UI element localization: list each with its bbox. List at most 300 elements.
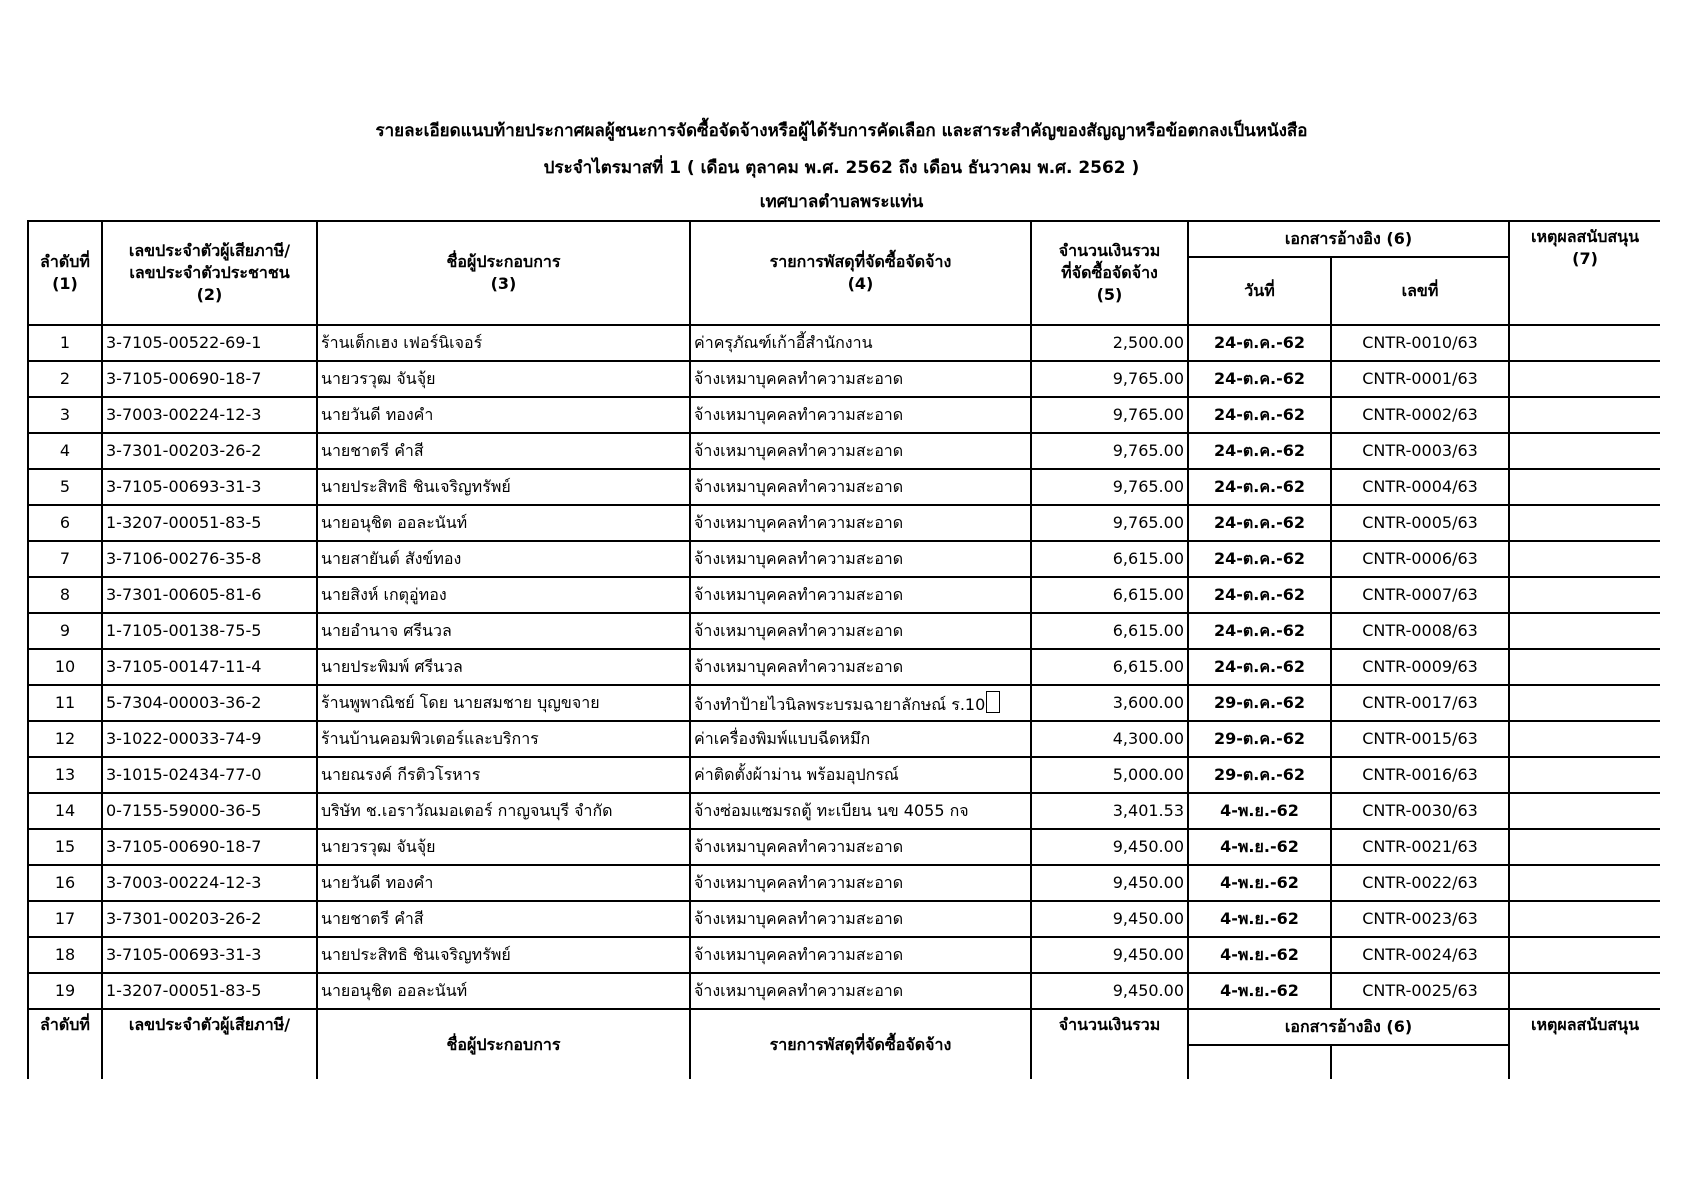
cell-vendor bbox=[317, 505, 690, 541]
cell-seq-text: 6 bbox=[59, 513, 71, 532]
cell-tax-id bbox=[102, 757, 317, 793]
cell-date-text: 4-พ.ย.-62 bbox=[1220, 981, 1299, 1000]
cell-item-text: จ้างเหมาบุคคลทำความสะอาด bbox=[694, 657, 904, 676]
cell-amount bbox=[1031, 757, 1188, 793]
col-amount-label: จำนวนเงินรวม bbox=[1058, 241, 1161, 260]
cell-ref-number bbox=[1331, 577, 1509, 613]
cell-reason bbox=[1509, 505, 1660, 541]
cell-tax-id-text: 3-7301-00605-81-6 bbox=[106, 585, 262, 604]
cell-reason bbox=[1509, 397, 1660, 433]
cell-ref-number bbox=[1331, 649, 1509, 685]
cell-seq-text: 9 bbox=[59, 621, 71, 640]
cell-vendor bbox=[317, 901, 690, 937]
cell-date bbox=[1188, 829, 1331, 865]
col-seq-number: (1) bbox=[52, 274, 78, 293]
cell-ref-number-text: CNTR-0008/63 bbox=[1362, 621, 1478, 640]
cell-item-text: จ้างซ่อมแซมรถตู้ ทะเบียน นข 4055 กจ bbox=[694, 801, 969, 820]
cell-vendor bbox=[317, 433, 690, 469]
cell-ref-number bbox=[1331, 505, 1509, 541]
col-tax-number: (2) bbox=[196, 285, 223, 304]
cell-amount-text: 9,450.00 bbox=[1112, 909, 1184, 928]
cell-amount bbox=[1031, 829, 1188, 865]
cell-date bbox=[1188, 721, 1331, 757]
cell-ref-number-text: CNTR-0015/63 bbox=[1362, 729, 1478, 748]
cell-ref-number-text: CNTR-0017/63 bbox=[1362, 693, 1478, 712]
cell-date-text: 24-ต.ค.-62 bbox=[1213, 333, 1306, 352]
procurement-table-frame bbox=[27, 220, 1660, 1079]
cell-date bbox=[1188, 649, 1331, 685]
cell-seq-text: 18 bbox=[54, 945, 76, 964]
document-title: รายละเอียดแนบท้ายประกาศผลผู้ชนะการจัดซื้อจัดจ้างหรือผู้ได้รับการคัดเลือก และสาระสำคัญของสัญญาหรือข้อตกลงเป็นหนังสือ bbox=[375, 121, 1308, 141]
cell-date bbox=[1188, 361, 1331, 397]
cell-tax-id-text: 0-7155-59000-36-5 bbox=[106, 801, 262, 820]
cell-vendor bbox=[317, 541, 690, 577]
table-row bbox=[28, 865, 1660, 901]
cell-date-text: 24-ต.ค.-62 bbox=[1213, 405, 1306, 424]
col-seq-label: ลำดับที่ bbox=[40, 252, 90, 271]
cell-date bbox=[1188, 397, 1331, 433]
table-row bbox=[28, 469, 1660, 505]
cell-vendor-text: นายประสิทธิ ชินเจริญทรัพย์ bbox=[321, 477, 511, 496]
cell-tax-id bbox=[102, 505, 317, 541]
cell-vendor bbox=[317, 361, 690, 397]
cell-seq-text: 7 bbox=[59, 549, 71, 568]
cell-seq-text: 15 bbox=[54, 837, 76, 856]
cell-tax-id bbox=[102, 937, 317, 973]
cell-item bbox=[690, 613, 1031, 649]
cell-amount-text: 6,615.00 bbox=[1112, 549, 1184, 568]
table-body bbox=[28, 325, 1660, 1009]
cell-tax-id bbox=[102, 469, 317, 505]
cell-seq-text: 13 bbox=[54, 765, 76, 784]
document-organization: เทศบาลตำบลพระแท่น bbox=[759, 192, 924, 212]
col-reason-label: เหตุผลสนับสนุน bbox=[1530, 1015, 1640, 1034]
cell-amount bbox=[1031, 901, 1188, 937]
cell-ref-number-text: CNTR-0021/63 bbox=[1362, 837, 1478, 856]
cell-item bbox=[690, 469, 1031, 505]
cell-item-text: จ้างเหมาบุคคลทำความสะอาด bbox=[694, 585, 904, 604]
cell-tax-id bbox=[102, 685, 317, 721]
cell-seq-text: 10 bbox=[54, 657, 76, 676]
cell-item bbox=[690, 397, 1031, 433]
cell-tax-id-text: 3-7301-00203-26-2 bbox=[106, 909, 262, 928]
cell-reason bbox=[1509, 721, 1660, 757]
col-header-item-repeat bbox=[690, 1009, 1031, 1079]
col-reason-number: (7) bbox=[1572, 249, 1598, 268]
col-amount-label-2: ที่จัดซื้อจัดจ้าง bbox=[1061, 263, 1158, 282]
cell-date-text: 24-ต.ค.-62 bbox=[1213, 513, 1306, 532]
cell-date-text: 4-พ.ย.-62 bbox=[1220, 837, 1299, 856]
cell-vendor bbox=[317, 325, 690, 361]
cell-date bbox=[1188, 325, 1331, 361]
cell-tax-id-text: 3-1015-02434-77-0 bbox=[106, 765, 262, 784]
cell-vendor-text: นายอนุชิต ออละนันท์ bbox=[321, 981, 468, 1000]
cell-date-text: 24-ต.ค.-62 bbox=[1213, 657, 1306, 676]
cell-seq-text: 12 bbox=[54, 729, 76, 748]
cell-reason bbox=[1509, 829, 1660, 865]
cell-date bbox=[1188, 973, 1331, 1009]
cell-amount-text: 3,600.00 bbox=[1112, 693, 1184, 712]
cell-seq-text: 8 bbox=[59, 585, 71, 604]
cell-vendor bbox=[317, 793, 690, 829]
table-row bbox=[28, 541, 1660, 577]
cell-tax-id-text: 3-1022-00033-74-9 bbox=[106, 729, 262, 748]
col-amount-label: จำนวนเงินรวม bbox=[1058, 1015, 1161, 1034]
cell-seq-text: 4 bbox=[59, 441, 71, 460]
cell-item-text: จ้างเหมาบุคคลทำความสะอาด bbox=[694, 513, 904, 532]
table-row bbox=[28, 325, 1660, 361]
cell-amount-text: 9,450.00 bbox=[1112, 837, 1184, 856]
cell-seq-text: 11 bbox=[54, 693, 76, 712]
cell-date-text: 24-ต.ค.-62 bbox=[1213, 477, 1306, 496]
cell-amount-text: 2,500.00 bbox=[1112, 333, 1184, 352]
cell-reason bbox=[1509, 433, 1660, 469]
cell-ref-number-text: CNTR-0016/63 bbox=[1362, 765, 1478, 784]
col-header-number-repeat bbox=[1331, 1045, 1509, 1079]
cell-vendor bbox=[317, 721, 690, 757]
cell-vendor bbox=[317, 469, 690, 505]
cell-ref-number-text: CNTR-0002/63 bbox=[1362, 405, 1478, 424]
cell-vendor-text: นายสายันต์ สังข์ทอง bbox=[321, 549, 462, 568]
cell-seq-text: 17 bbox=[54, 909, 76, 928]
cell-seq-text: 1 bbox=[59, 333, 71, 352]
col-header-ref-doc: เอกสารอ้างอิง (6) bbox=[1188, 221, 1509, 257]
cell-ref-number bbox=[1331, 901, 1509, 937]
cell-reason bbox=[1509, 649, 1660, 685]
cell-reason bbox=[1509, 937, 1660, 973]
cell-vendor-text: ร้านพูพาณิชย์ โดย นายสมชาย บุญขจาย bbox=[321, 693, 600, 712]
cell-ref-number bbox=[1331, 793, 1509, 829]
cell-amount bbox=[1031, 361, 1188, 397]
cell-vendor-text: นายอำนาจ ศรีนวล bbox=[321, 621, 452, 640]
cell-item-text: จ้างเหมาบุคคลทำความสะอาด bbox=[694, 549, 904, 568]
cell-amount bbox=[1031, 721, 1188, 757]
cell-ref-number-text: CNTR-0022/63 bbox=[1362, 873, 1478, 892]
cell-item-text: ค่าครุภัณฑ์เก้าอี้สำนักงาน bbox=[694, 333, 873, 352]
cell-reason bbox=[1509, 973, 1660, 1009]
cell-tax-id bbox=[102, 433, 317, 469]
col-header-amount bbox=[1031, 221, 1188, 325]
cell-item bbox=[690, 433, 1031, 469]
cell-ref-number bbox=[1331, 757, 1509, 793]
cell-seq-text: 5 bbox=[59, 477, 71, 496]
table-row bbox=[28, 793, 1660, 829]
col-seq-label: ลำดับที่ bbox=[40, 1015, 90, 1034]
cell-item-text: จ้างเหมาบุคคลทำความสะอาด bbox=[694, 945, 904, 964]
cell-item bbox=[690, 361, 1031, 397]
table-row bbox=[28, 361, 1660, 397]
cell-date-text: 24-ต.ค.-62 bbox=[1213, 585, 1306, 604]
cell-amount bbox=[1031, 865, 1188, 901]
cell-reason bbox=[1509, 901, 1660, 937]
table-row bbox=[28, 937, 1660, 973]
cell-tax-id-text: 3-7105-00690-18-7 bbox=[106, 369, 262, 388]
cell-ref-number bbox=[1331, 937, 1509, 973]
cell-vendor-text: นายวันดี ทองคำ bbox=[321, 873, 434, 892]
cell-seq bbox=[28, 613, 102, 649]
col-header-seq-repeat bbox=[28, 1009, 102, 1079]
cell-item-text: จ้างเหมาบุคคลทำความสะอาด bbox=[694, 405, 904, 424]
table-row bbox=[28, 721, 1660, 757]
cell-vendor bbox=[317, 613, 690, 649]
cell-ref-number bbox=[1331, 865, 1509, 901]
cell-amount-text: 9,450.00 bbox=[1112, 945, 1184, 964]
cell-item-text: ค่าเครื่องพิมพ์แบบฉีดหมึก bbox=[694, 729, 871, 748]
col-header-date: วันที่ bbox=[1188, 257, 1331, 325]
cell-tax-id bbox=[102, 325, 317, 361]
cell-ref-number bbox=[1331, 721, 1509, 757]
cell-vendor-text: นายชาตรี คำสี bbox=[321, 441, 424, 460]
col-tax-label: เลขประจำตัวผู้เสียภาษี/ bbox=[128, 1015, 291, 1034]
cell-item-text: จ้างเหมาบุคคลทำความสะอาด bbox=[694, 909, 904, 928]
cell-seq-text: 16 bbox=[54, 873, 76, 892]
cell-reason bbox=[1509, 685, 1660, 721]
cell-ref-number-text: CNTR-0024/63 bbox=[1362, 945, 1478, 964]
cell-amount-text: 9,450.00 bbox=[1112, 873, 1184, 892]
col-item-label: รายการพัสดุที่จัดซื้อจัดจ้าง bbox=[769, 252, 952, 271]
cell-item-text: จ้างทำป้ายไวนิลพระบรมฉายาลักษณ์ ร.10 bbox=[694, 694, 986, 714]
cell-reason bbox=[1509, 469, 1660, 505]
cell-seq bbox=[28, 901, 102, 937]
cell-tax-id bbox=[102, 793, 317, 829]
cell-date-text: 4-พ.ย.-62 bbox=[1220, 909, 1299, 928]
cell-tax-id bbox=[102, 397, 317, 433]
col-reason-label: เหตุผลสนับสนุน bbox=[1530, 227, 1640, 246]
cell-vendor-text: นายวรวุฒ จันจุ้ย bbox=[321, 369, 436, 388]
cell-vendor-text: นายวันดี ทองคำ bbox=[321, 405, 434, 424]
cell-ref-number bbox=[1331, 325, 1509, 361]
cell-seq bbox=[28, 577, 102, 613]
cell-date bbox=[1188, 505, 1331, 541]
cell-amount bbox=[1031, 505, 1188, 541]
cell-tax-id bbox=[102, 613, 317, 649]
cell-amount bbox=[1031, 541, 1188, 577]
cell-reason bbox=[1509, 325, 1660, 361]
table-row bbox=[28, 757, 1660, 793]
col-header-reason-repeat bbox=[1509, 1009, 1660, 1079]
cell-tax-id-text: 1-7105-00138-75-5 bbox=[106, 621, 262, 640]
col-header-ref-doc-repeat: เอกสารอ้างอิง (6) bbox=[1188, 1009, 1509, 1045]
document-period: ประจำไตรมาสที่ 1 ( เดือน ตุลาคม พ.ศ. 2562 ถึง เดือน ธันวาคม พ.ศ. 2562 ) bbox=[543, 158, 1140, 178]
col-vendor-number: (3) bbox=[490, 274, 517, 293]
cell-amount-text: 9,765.00 bbox=[1112, 405, 1184, 424]
cell-item bbox=[690, 325, 1031, 361]
cell-date bbox=[1188, 685, 1331, 721]
cell-amount bbox=[1031, 793, 1188, 829]
cell-seq-text: 2 bbox=[59, 369, 71, 388]
cell-amount-text: 3,401.53 bbox=[1112, 801, 1184, 820]
cell-ref-number bbox=[1331, 469, 1509, 505]
cell-seq bbox=[28, 973, 102, 1009]
table-header-row-repeat bbox=[28, 1009, 1660, 1045]
cell-tax-id bbox=[102, 541, 317, 577]
cell-tax-id-text: 3-7106-00276-35-8 bbox=[106, 549, 262, 568]
cell-vendor bbox=[317, 973, 690, 1009]
col-tax-label-2: เลขประจำตัวประชาชน bbox=[129, 263, 290, 282]
cell-tax-id-text: 3-7105-00147-11-4 bbox=[106, 657, 262, 676]
cell-seq bbox=[28, 541, 102, 577]
cell-item-text: จ้างเหมาบุคคลทำความสะอาด bbox=[694, 369, 904, 388]
cell-vendor bbox=[317, 577, 690, 613]
cell-date-text: 4-พ.ย.-62 bbox=[1220, 945, 1299, 964]
cell-date bbox=[1188, 937, 1331, 973]
cell-reason bbox=[1509, 541, 1660, 577]
col-header-vendor bbox=[317, 221, 690, 325]
cell-tax-id bbox=[102, 577, 317, 613]
cell-vendor-text: นายณรงค์ กีรติวโรหาร bbox=[321, 765, 481, 784]
cell-reason bbox=[1509, 757, 1660, 793]
table-header-repeat bbox=[28, 1009, 1660, 1079]
cell-vendor bbox=[317, 829, 690, 865]
cell-item bbox=[690, 577, 1031, 613]
cell-amount-text: 9,450.00 bbox=[1112, 981, 1184, 1000]
cell-item-text: จ้างเหมาบุคคลทำความสะอาด bbox=[694, 477, 904, 496]
cell-tax-id-text: 5-7304-00003-36-2 bbox=[106, 693, 262, 712]
cell-ref-number-text: CNTR-0010/63 bbox=[1362, 333, 1478, 352]
cell-vendor bbox=[317, 937, 690, 973]
cell-ref-number bbox=[1331, 613, 1509, 649]
cell-item bbox=[690, 865, 1031, 901]
cell-item bbox=[690, 829, 1031, 865]
cell-amount-text: 6,615.00 bbox=[1112, 621, 1184, 640]
cell-seq bbox=[28, 649, 102, 685]
cell-seq-text: 14 bbox=[54, 801, 76, 820]
cell-amount-text: 9,765.00 bbox=[1112, 513, 1184, 532]
col-header-reason bbox=[1509, 221, 1660, 325]
procurement-table bbox=[27, 220, 1660, 1079]
cell-ref-number-text: CNTR-0007/63 bbox=[1362, 585, 1478, 604]
cell-seq bbox=[28, 433, 102, 469]
col-amount-number: (5) bbox=[1096, 285, 1123, 304]
cell-vendor bbox=[317, 757, 690, 793]
cell-vendor bbox=[317, 649, 690, 685]
cell-ref-number bbox=[1331, 973, 1509, 1009]
cell-ref-number-text: CNTR-0025/63 bbox=[1362, 981, 1478, 1000]
cell-reason bbox=[1509, 613, 1660, 649]
table-header-row bbox=[28, 221, 1660, 257]
cell-date bbox=[1188, 613, 1331, 649]
cell-seq-text: 3 bbox=[59, 405, 71, 424]
cell-seq bbox=[28, 865, 102, 901]
cell-amount-text: 5,000.00 bbox=[1112, 765, 1184, 784]
cell-seq bbox=[28, 469, 102, 505]
table-row bbox=[28, 649, 1660, 685]
cell-reason bbox=[1509, 865, 1660, 901]
cell-amount bbox=[1031, 325, 1188, 361]
cell-amount bbox=[1031, 469, 1188, 505]
cell-seq bbox=[28, 793, 102, 829]
cell-amount bbox=[1031, 973, 1188, 1009]
cell-amount bbox=[1031, 397, 1188, 433]
table-row bbox=[28, 901, 1660, 937]
table-row bbox=[28, 505, 1660, 541]
cell-seq bbox=[28, 397, 102, 433]
cell-ref-number bbox=[1331, 685, 1509, 721]
cell-vendor-text: นายประพิมพ์ ศรีนวล bbox=[321, 657, 463, 676]
cell-tax-id-text: 3-7105-00690-18-7 bbox=[106, 837, 262, 856]
cell-amount-text: 9,765.00 bbox=[1112, 477, 1184, 496]
cell-item bbox=[690, 721, 1031, 757]
cell-date bbox=[1188, 757, 1331, 793]
cell-amount bbox=[1031, 613, 1188, 649]
cell-date-text: 24-ต.ค.-62 bbox=[1213, 549, 1306, 568]
table-row bbox=[28, 685, 1660, 721]
cell-ref-number bbox=[1331, 397, 1509, 433]
cell-vendor-text: นายวรวุฒ จันจุ้ย bbox=[321, 837, 436, 856]
cell-date bbox=[1188, 469, 1331, 505]
cell-tax-id bbox=[102, 865, 317, 901]
cell-amount-text: 4,300.00 bbox=[1112, 729, 1184, 748]
cell-item bbox=[690, 505, 1031, 541]
cell-item bbox=[690, 685, 1031, 721]
cell-date bbox=[1188, 865, 1331, 901]
cell-tax-id bbox=[102, 361, 317, 397]
col-header-item bbox=[690, 221, 1031, 325]
table-row bbox=[28, 829, 1660, 865]
cell-date-text: 24-ต.ค.-62 bbox=[1213, 621, 1306, 640]
cell-vendor-text: นายอนุชิต ออละนันท์ bbox=[321, 513, 468, 532]
cell-ref-number-text: CNTR-0004/63 bbox=[1362, 477, 1478, 496]
cell-date-text: 4-พ.ย.-62 bbox=[1220, 873, 1299, 892]
cell-amount bbox=[1031, 433, 1188, 469]
cell-seq bbox=[28, 829, 102, 865]
cell-item bbox=[690, 901, 1031, 937]
cell-date bbox=[1188, 541, 1331, 577]
cell-date-text: 24-ต.ค.-62 bbox=[1213, 441, 1306, 460]
cell-tax-id-text: 3-7105-00522-69-1 bbox=[106, 333, 262, 352]
cell-amount bbox=[1031, 937, 1188, 973]
cell-tax-id bbox=[102, 829, 317, 865]
cell-seq bbox=[28, 721, 102, 757]
cell-item-text: จ้างเหมาบุคคลทำความสะอาด bbox=[694, 837, 904, 856]
cell-seq bbox=[28, 937, 102, 973]
table-row bbox=[28, 433, 1660, 469]
cell-seq bbox=[28, 757, 102, 793]
cell-vendor-text: ร้านเต็กเฮง เฟอร์นิเจอร์ bbox=[321, 333, 483, 352]
cell-item bbox=[690, 649, 1031, 685]
col-header-number: เลขที่ bbox=[1331, 257, 1509, 325]
cell-item bbox=[690, 541, 1031, 577]
cell-date bbox=[1188, 433, 1331, 469]
cell-ref-number bbox=[1331, 541, 1509, 577]
cell-vendor-text: บริษัท ช.เอราวัณมอเตอร์ กาญจนบุรี จำกัด bbox=[321, 801, 613, 820]
cell-tax-id-text: 3-7105-00693-31-3 bbox=[106, 945, 262, 964]
cell-date bbox=[1188, 901, 1331, 937]
cell-seq bbox=[28, 685, 102, 721]
cell-vendor-text: นายสิงห์ เกตุอู่ทอง bbox=[321, 585, 447, 604]
cell-ref-number-text: CNTR-0023/63 bbox=[1362, 909, 1478, 928]
cell-seq bbox=[28, 505, 102, 541]
cell-reason bbox=[1509, 793, 1660, 829]
cell-vendor-text: นายประสิทธิ ชินเจริญทรัพย์ bbox=[321, 945, 511, 964]
cell-item bbox=[690, 937, 1031, 973]
cell-tax-id-text: 1-3207-00051-83-5 bbox=[106, 981, 262, 1000]
table-row bbox=[28, 973, 1660, 1009]
col-item-label: รายการพัสดุที่จัดซื้อจัดจ้าง bbox=[769, 1035, 952, 1054]
cell-item-text: จ้างเหมาบุคคลทำความสะอาด bbox=[694, 441, 904, 460]
col-tax-label: เลขประจำตัวผู้เสียภาษี/ bbox=[128, 241, 291, 260]
cell-date-text: 4-พ.ย.-62 bbox=[1220, 801, 1299, 820]
cell-ref-number-text: CNTR-0030/63 bbox=[1362, 801, 1478, 820]
col-item-number: (4) bbox=[847, 274, 874, 293]
cell-vendor bbox=[317, 865, 690, 901]
cell-reason bbox=[1509, 577, 1660, 613]
col-header-tax-id bbox=[102, 221, 317, 325]
cell-ref-number-text: CNTR-0003/63 bbox=[1362, 441, 1478, 460]
col-header-vendor-repeat bbox=[317, 1009, 690, 1079]
col-header-amount-repeat bbox=[1031, 1009, 1188, 1079]
cell-tax-id-text: 3-7003-00224-12-3 bbox=[106, 873, 262, 892]
